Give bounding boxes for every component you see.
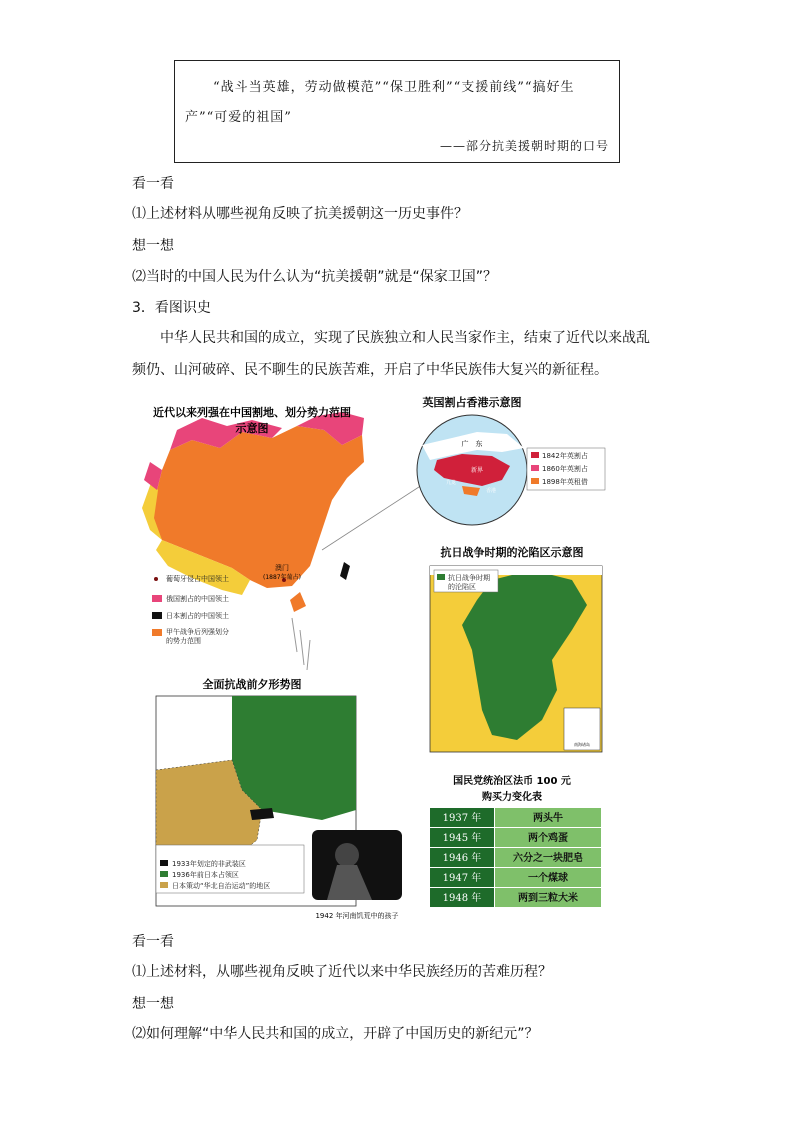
table-rows	[430, 808, 601, 907]
legend-russia: 俄国割占的中国领土	[166, 595, 229, 603]
quote-box	[174, 60, 620, 163]
map4-legend-swatch-1	[160, 860, 168, 866]
guangdong-label: 广 东	[461, 440, 483, 448]
hk-legend-swatch-1842	[531, 452, 539, 458]
question-1-2: ⑵当时的中国人民为什么认为“抗美援朝”就是“保家卫国”？	[132, 269, 498, 285]
hk-legend-1860: 1860年英割占	[542, 465, 588, 473]
question-1-1: ⑴上述材料从哪些视角反映了抗美援朝这一历史事件？	[132, 206, 468, 222]
legend-portugal: 葡萄牙侵占中国领土	[166, 575, 229, 583]
question-2-2: ⑵如何理解“中华人民共和国的成立，开辟了中国历史的新纪元”？	[132, 1026, 539, 1042]
legend-swatch-japan	[152, 612, 162, 619]
map4-legend-swatch-3	[160, 882, 168, 888]
table-value: 六分之一块肥皂	[513, 853, 583, 864]
macau-label: 澳门	[275, 564, 289, 572]
map-occupied-areas	[430, 566, 602, 752]
table-year: 1946 年	[442, 853, 482, 864]
map4-title: 全面抗战前夕形势图	[202, 678, 302, 691]
map3-legend-line1: 抗日战争时期	[448, 574, 490, 582]
table-value: 两头牛	[533, 813, 563, 824]
figure-svg	[132, 390, 612, 920]
think-label-1: 想一想	[132, 238, 174, 254]
taiwan-japan-ceded	[340, 562, 350, 580]
look-label-1: 看一看	[132, 176, 174, 192]
hk-legend-swatch-1898	[531, 478, 539, 484]
kowloon-label: 九龙	[446, 480, 457, 486]
map-china-partition	[142, 412, 364, 670]
think-label-2: 想一想	[132, 996, 174, 1012]
hk-legend-1898: 1898年英租借	[542, 478, 588, 486]
map4-demilitarized	[250, 808, 274, 820]
map3-title: 抗日战争时期的沦陷区示意图	[440, 546, 584, 559]
photo-figure-head	[335, 843, 359, 867]
hk-legend-swatch-1860	[531, 465, 539, 471]
table-title-1: 国民党统治区法币 100 元	[453, 776, 571, 787]
question-2-1: ⑴上述材料，从哪些视角反映了近代以来中华民族经历的苦难历程？	[132, 964, 552, 980]
table-value: 两到三粒大米	[518, 893, 578, 904]
table-title-2: 购买力变化表	[482, 792, 542, 803]
legend-powers-1: 甲午战争后列强划分	[166, 628, 229, 636]
hk-label: 香港	[486, 488, 497, 494]
look-label-2: 看一看	[132, 934, 174, 950]
history-figure	[132, 390, 612, 920]
connector-line	[322, 485, 422, 550]
hainan-island	[290, 592, 306, 612]
table-year: 1947 年	[442, 873, 482, 884]
map1-title-2: 示意图	[235, 422, 269, 435]
purchasing-power-table	[430, 774, 601, 907]
map4-legend-swatch-2	[160, 871, 168, 877]
map-hong-kong	[417, 415, 605, 525]
section-3-heading: 3．看图识史	[132, 300, 211, 316]
macau-year: (1887年葡占)	[263, 574, 301, 581]
famine-photo	[312, 830, 402, 920]
table-year: 1945 年	[442, 833, 482, 844]
xinjie-label: 新界	[470, 467, 484, 474]
table-value: 一个煤球	[528, 873, 568, 884]
legend-swatch-russia	[152, 595, 162, 602]
south-sea-lines	[292, 618, 310, 670]
table-year: 1937 年	[442, 813, 482, 824]
photo-caption: 1942 年河南饥荒中的孩子	[315, 912, 399, 920]
quote-text: “战斗当英雄，劳动做模范”“保卫胜利”“支援前线”“搞好生产”“可爱的祖国”	[185, 80, 575, 125]
table-value: 两个鸡蛋	[528, 833, 568, 844]
map1-title-1: 近代以来列强在中国割地、划分势力范围	[153, 406, 351, 419]
map3-legend-swatch	[437, 574, 445, 580]
legend-powers-2: 的势力范围	[166, 637, 201, 645]
section-3-paragraph: 中华人民共和国的成立，实现了民族独立和人民当家作主，结束了近代以来战乱频仍、山河破碎、民不聊生的民族苦难，开启了中华民族伟大复兴的新征程。	[132, 330, 650, 378]
legend-japan: 日本割占的中国领土	[166, 612, 229, 620]
map3-inset-label: 南海诸岛	[574, 742, 590, 747]
map4-legend-3: 日本策动“华北自治运动”的地区	[172, 882, 271, 890]
hk-legend-1842: 1842年英割占	[542, 452, 588, 460]
map3-legend-line2: 的沦陷区	[448, 583, 476, 591]
map4-legend-2: 1936年前日本占领区	[172, 871, 239, 879]
legend-marker-portugal	[154, 577, 158, 581]
quote-source: ——部分抗美援朝时期的口号	[439, 139, 609, 153]
legend-swatch-powers	[152, 629, 162, 636]
map4-legend-1: 1933年划定的非武装区	[172, 860, 246, 868]
map2-title: 英国割占香港示意图	[422, 396, 522, 409]
table-year: 1948 年	[442, 893, 482, 904]
